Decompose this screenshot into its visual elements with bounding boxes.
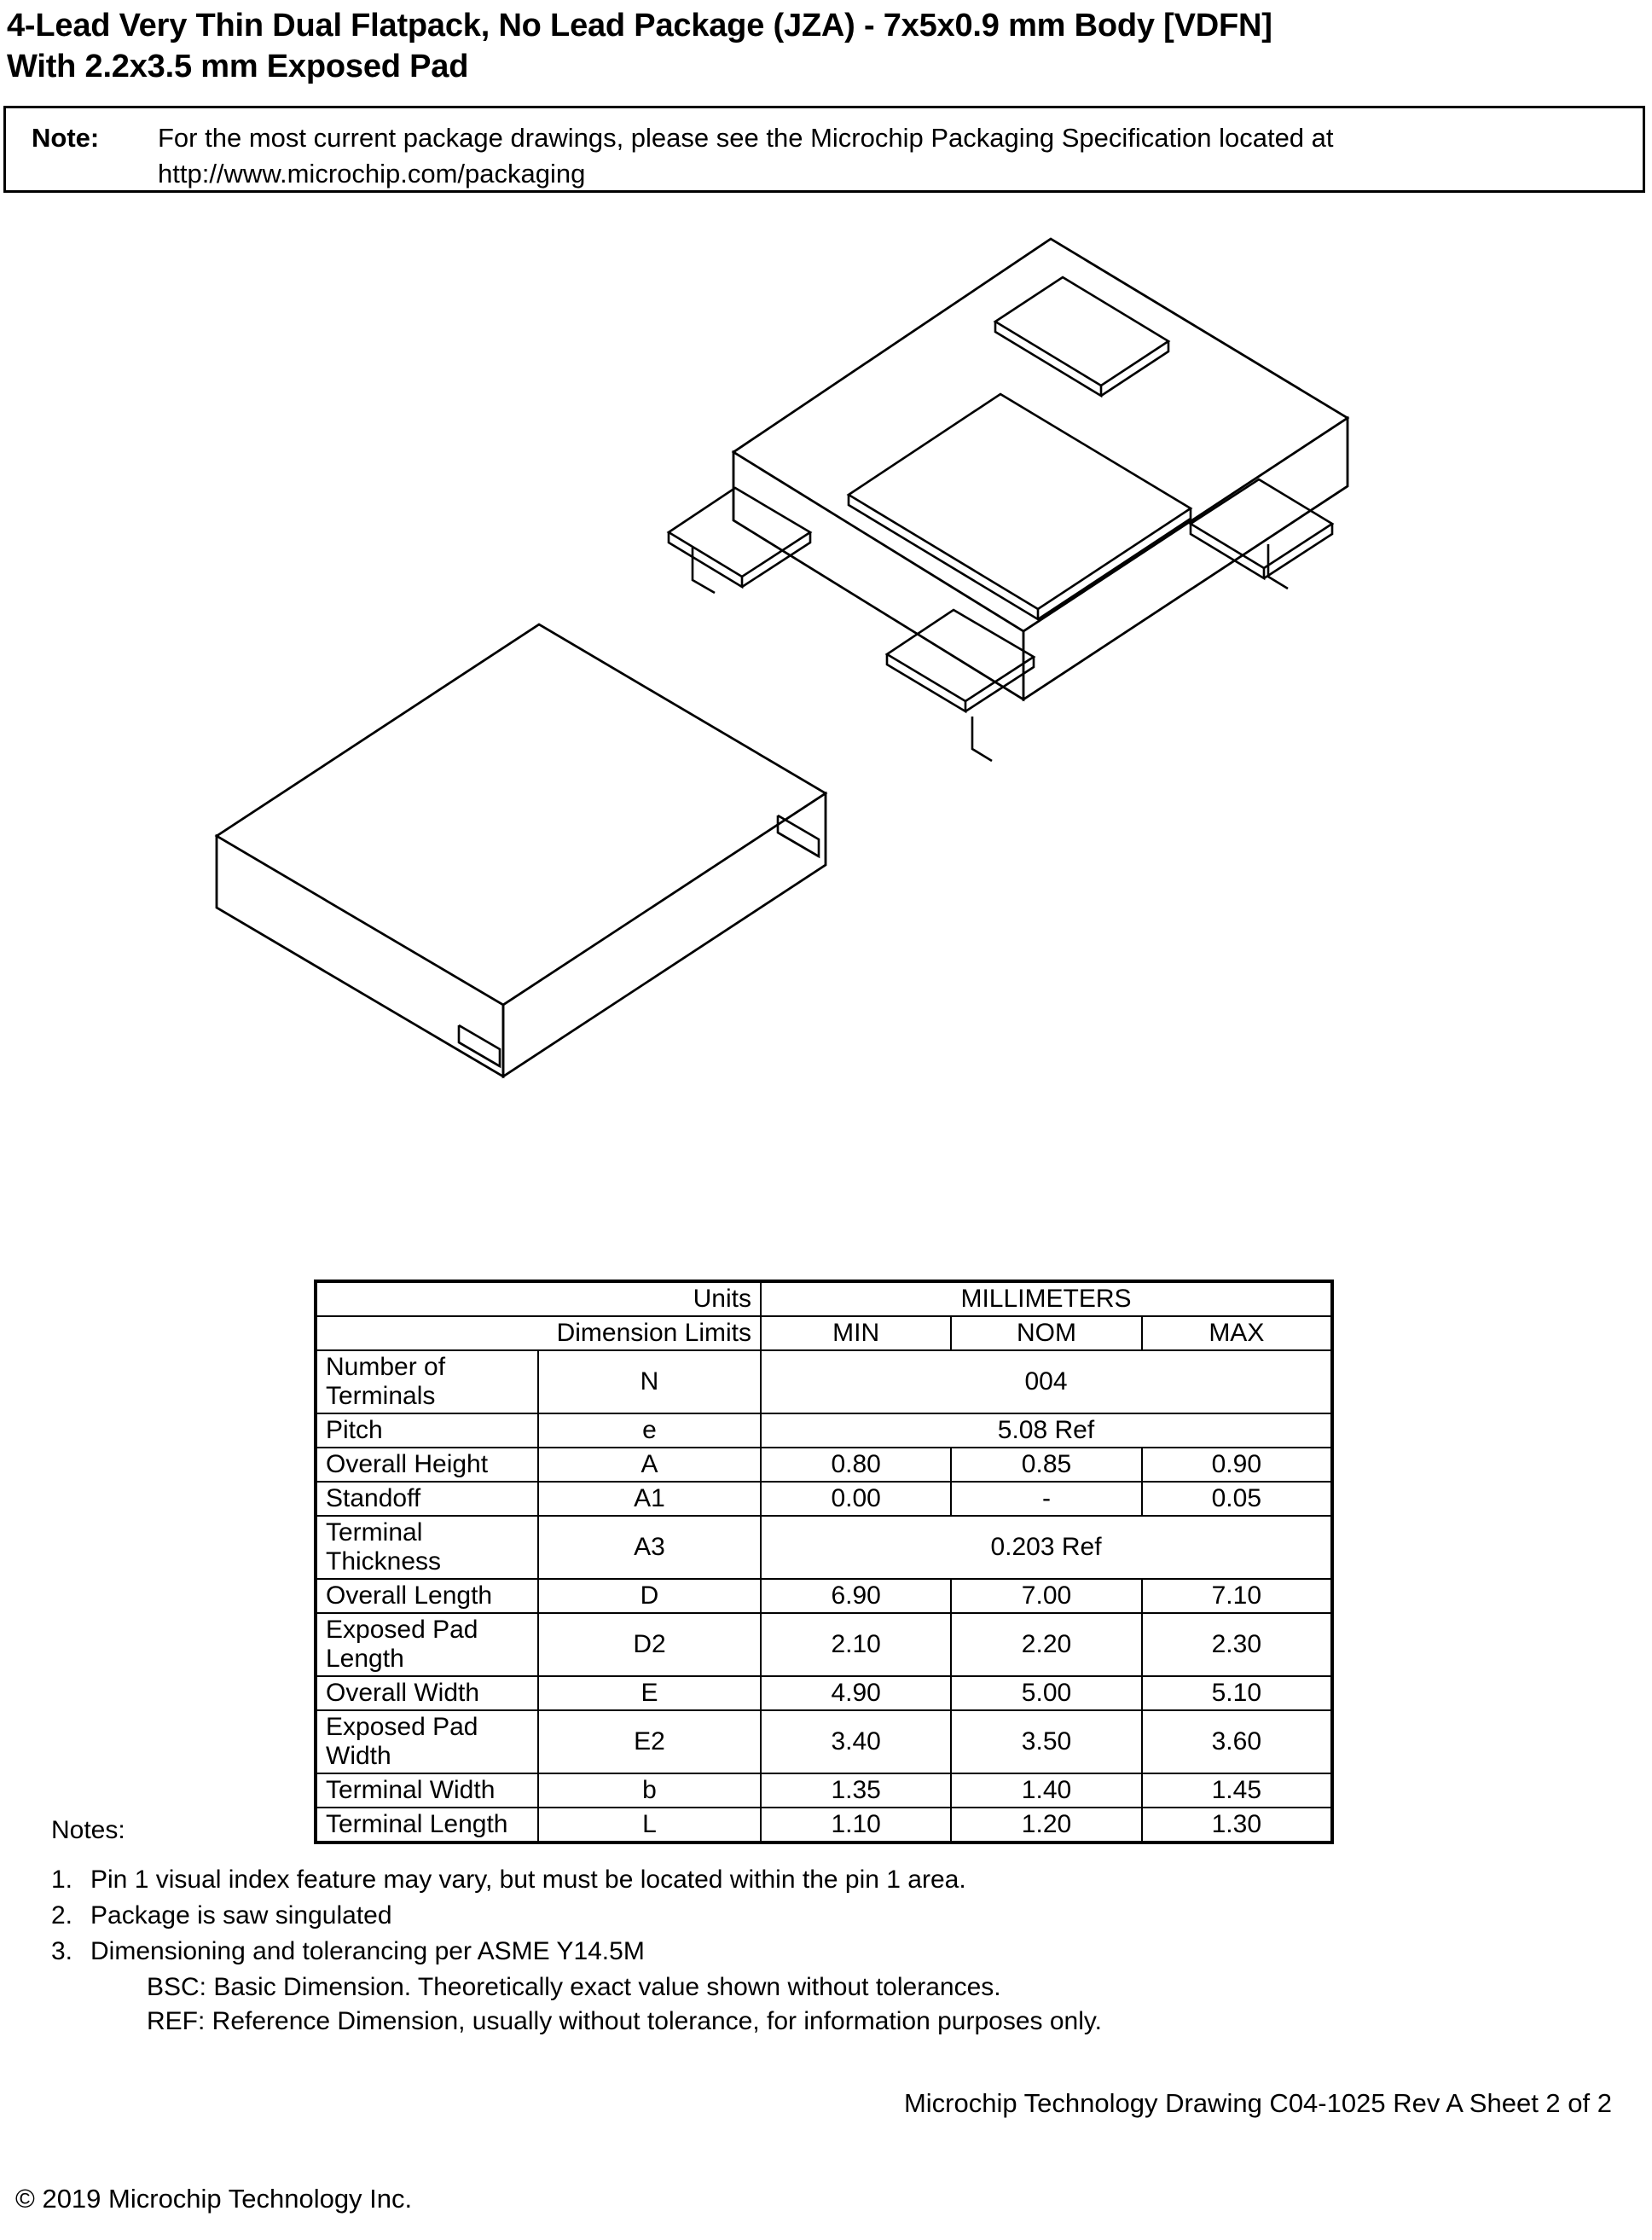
table-row [316, 1482, 1332, 1516]
row-nom: 0.85 [951, 1448, 1141, 1482]
row-desc: Terminal Length [316, 1808, 538, 1842]
drawing-reference: Microchip Technology Drawing C04-1025 Rev A Sheet 2 of 2 [903, 2088, 1612, 2118]
row-symbol: D [538, 1579, 761, 1613]
terminal-bottom-notch [972, 717, 992, 761]
note-number: 1. [51, 1866, 73, 1894]
note-number: 3. [51, 1937, 73, 1965]
row-max: 0.90 [1142, 1448, 1332, 1482]
bottom-view-corner-notch [1268, 544, 1288, 589]
row-nom: 1.20 [951, 1808, 1141, 1842]
top-view-right-face [503, 793, 826, 1076]
table-row [316, 1613, 1332, 1676]
dimension-table-container [314, 1280, 1334, 1844]
row-symbol: b [538, 1773, 761, 1808]
row-max: 3.60 [1142, 1710, 1332, 1773]
table-row [316, 1350, 1332, 1413]
note-list-item [51, 1935, 1501, 1969]
note-label: Note: [32, 123, 100, 153]
package-bottom-view-icon [669, 239, 1348, 761]
row-min: 0.00 [761, 1482, 951, 1516]
note-number: 2. [51, 1901, 73, 1930]
row-nom: 7.00 [951, 1579, 1141, 1613]
row-span-value: 0.203 Ref [761, 1516, 1332, 1579]
row-symbol: A [538, 1448, 761, 1482]
package-top-view-icon [217, 624, 826, 1076]
top-view-left-face [217, 836, 503, 1076]
note-list-item [51, 1863, 1501, 1897]
page-title-line-1: 4-Lead Very Thin Dual Flatpack, No Lead Package (JZA) - 7x5x0.9 mm Body [VDFN] [7, 8, 1272, 44]
table-row [316, 1773, 1332, 1808]
row-nom: 1.40 [951, 1773, 1141, 1808]
terminal-left-edge [669, 532, 742, 587]
row-nom: 5.00 [951, 1676, 1141, 1710]
notes-heading: Notes: [51, 1816, 125, 1844]
table-row [316, 1448, 1332, 1482]
row-max: 0.05 [1142, 1482, 1332, 1516]
header-col-min: MIN [761, 1316, 951, 1350]
exposed-pad-edge [849, 495, 1038, 619]
row-max: 7.10 [1142, 1579, 1332, 1613]
terminal-top-right-edge2 [1101, 341, 1168, 396]
row-symbol: N [538, 1350, 761, 1413]
row-symbol: D2 [538, 1613, 761, 1676]
row-symbol: E2 [538, 1710, 761, 1773]
row-span-value: 004 [761, 1350, 1332, 1413]
row-desc: Number of Terminals [316, 1350, 538, 1413]
note-sub-ref: REF: Reference Dimension, usually without tolerance, for information purposes only. [147, 2007, 1102, 2035]
note-text: Pin 1 visual index feature may vary, but must be located within the pin 1 area. [90, 1866, 966, 1894]
notes-section [51, 1813, 1501, 2039]
table-row [316, 1413, 1332, 1448]
note-text: Dimensioning and tolerancing per ASME Y14.5M [90, 1937, 645, 1965]
terminal-top-right-edge [995, 322, 1101, 396]
header-units-value: MILLIMETERS [761, 1281, 1332, 1316]
top-view-outline [217, 624, 826, 1076]
note-text: Package is saw singulated [90, 1901, 392, 1930]
header-units-label: Units [316, 1281, 761, 1316]
note-sub-bsc: BSC: Basic Dimension. Theoretically exact value shown without tolerances. [147, 1973, 1001, 2001]
row-desc: Standoff [316, 1482, 538, 1516]
row-nom: 3.50 [951, 1710, 1141, 1773]
package-isometric-drawing [0, 205, 1652, 1262]
terminal-bottom-edge [887, 654, 965, 711]
row-max: 1.30 [1142, 1808, 1332, 1842]
row-min: 2.10 [761, 1613, 951, 1676]
exposed-pad-top-face [849, 394, 1191, 609]
terminal-right-edge2 [1264, 524, 1332, 578]
table-row [316, 1710, 1332, 1773]
exposed-pad-edge-right [1038, 508, 1191, 619]
bottom-view-left-face [733, 452, 1023, 699]
note-body [158, 120, 1334, 192]
row-min: 4.90 [761, 1676, 951, 1710]
table-header-limits-row [316, 1316, 1332, 1350]
row-span-value: 5.08 Ref [761, 1413, 1332, 1448]
top-view-top-face [217, 624, 826, 1005]
row-min: 6.90 [761, 1579, 951, 1613]
row-nom: 2.20 [951, 1613, 1141, 1676]
row-desc: Exposed Pad Width [316, 1710, 538, 1773]
row-min: 1.35 [761, 1773, 951, 1808]
header-col-max: MAX [1142, 1316, 1332, 1350]
note-callout-box [3, 106, 1645, 193]
page-title-line-2: With 2.2x3.5 mm Exposed Pad [7, 49, 469, 84]
note-packaging-url[interactable]: http://www.microchip.com/packaging [158, 159, 586, 189]
page-title [7, 5, 1636, 87]
row-desc: Overall Height [316, 1448, 538, 1482]
note-list-item [51, 1899, 1501, 1933]
table-row [316, 1516, 1332, 1579]
terminal-left-edge2 [742, 532, 810, 587]
row-symbol: e [538, 1413, 761, 1448]
table-row [316, 1676, 1332, 1710]
row-symbol: A3 [538, 1516, 761, 1579]
row-desc: Pitch [316, 1413, 538, 1448]
row-max: 2.30 [1142, 1613, 1332, 1676]
bottom-view-outline [733, 239, 1348, 699]
row-symbol: L [538, 1808, 761, 1842]
note-body-line-1: For the most current package drawings, please see the Microchip Packaging Specification located at [158, 123, 1334, 153]
row-min: 3.40 [761, 1710, 951, 1773]
row-min: 1.10 [761, 1808, 951, 1842]
table-header-units-row [316, 1281, 1332, 1316]
dimension-table-body [316, 1281, 1332, 1842]
row-desc: Terminal Width [316, 1773, 538, 1808]
copyright-notice: © 2019 Microchip Technology Inc. [15, 2184, 413, 2214]
terminal-left [669, 488, 810, 577]
row-symbol: E [538, 1676, 761, 1710]
row-max: 1.45 [1142, 1773, 1332, 1808]
header-col-nom: NOM [951, 1316, 1141, 1350]
row-desc: Overall Length [316, 1579, 538, 1613]
header-dimension-limits-label: Dimension Limits [316, 1316, 761, 1350]
row-desc: Overall Width [316, 1676, 538, 1710]
row-max: 5.10 [1142, 1676, 1332, 1710]
table-row [316, 1579, 1332, 1613]
row-nom: - [951, 1482, 1141, 1516]
bottom-view-right-face [1023, 418, 1348, 699]
terminal-right [1191, 479, 1332, 568]
row-desc: Terminal Thickness [316, 1516, 538, 1579]
row-desc: Exposed Pad Length [316, 1613, 538, 1676]
terminal-right-edge [1191, 524, 1264, 578]
row-min: 0.80 [761, 1448, 951, 1482]
row-symbol: A1 [538, 1482, 761, 1516]
dimension-table [314, 1280, 1334, 1844]
